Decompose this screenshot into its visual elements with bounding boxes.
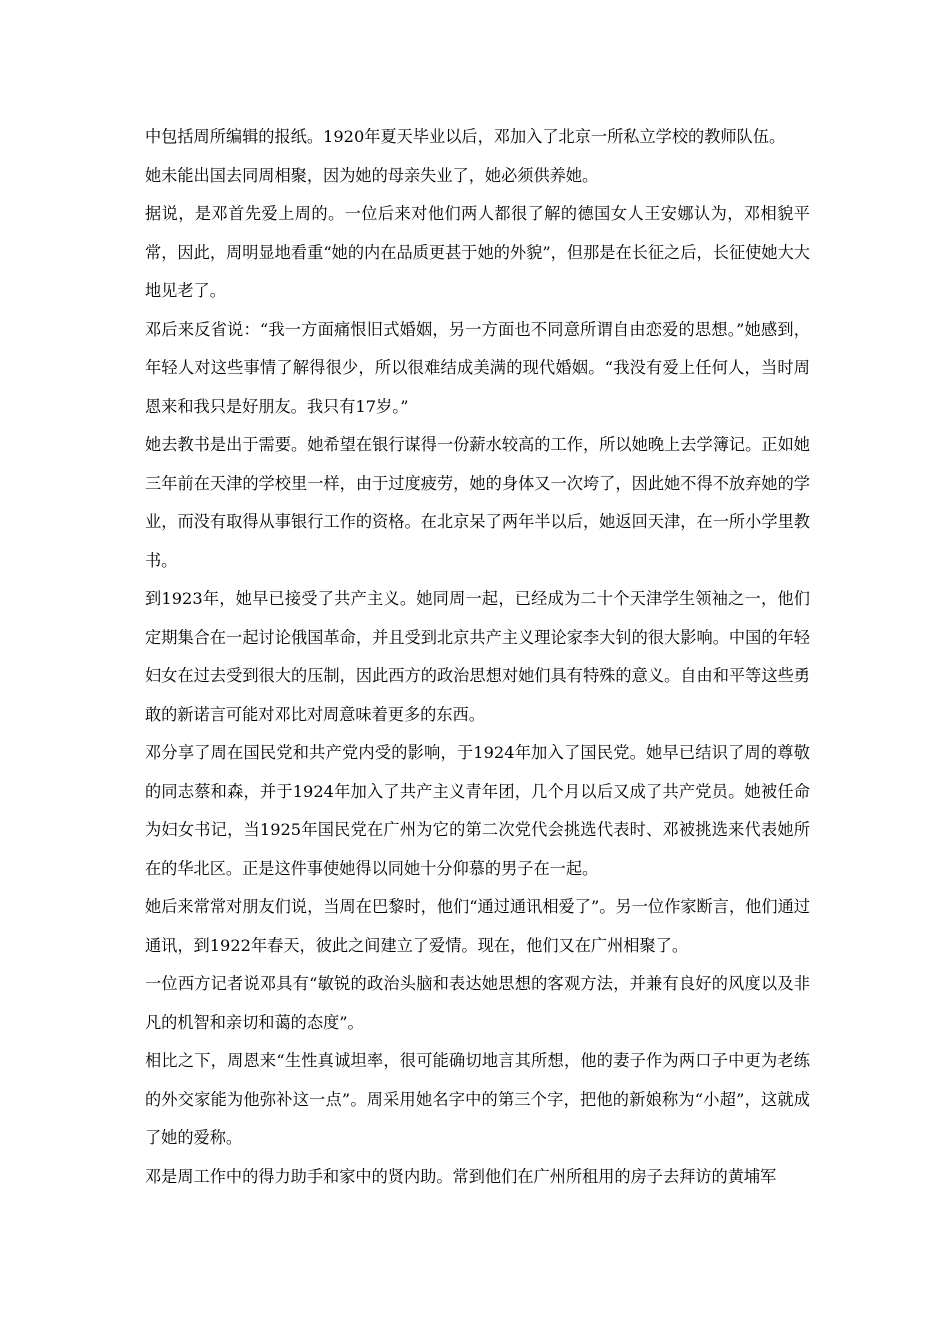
- paragraph: 据说，是邓首先爱上周的。一位后来对他们两人都很了解的德国女人王安娜认为，邓相貌平常，因此，周明显地看重“她的内在品质更甚于她的外貌”，但那是在长征之后，长征使她大大地见老了。: [145, 204, 810, 300]
- document-body: [145, 118, 810, 1196]
- paragraph: 她后来常常对朋友们说，当周在巴黎时，他们“通过通讯相爱了”。另一位作家断言，他们通过通讯，到1922年春天，彼此之间建立了爱情。现在，他们又在广州相聚了。: [145, 897, 810, 955]
- paragraph: 相比之下，周恩来“生性真诚坦率，很可能确切地言其所想，他的妻子作为两口子中更为老练的外交家能为他弥补这一点”。周采用她名字中的第三个字，把他的新娘称为“小超”，这就成了她的爱称。: [145, 1051, 810, 1147]
- paragraph: 她去教书是出于需要。她希望在银行谋得一份薪水较高的工作，所以她晚上去学簿记。正如她三年前在天津的学校里一样，由于过度疲劳，她的身体又一次垮了，因此她不得不放弃她的学业，而没有取得从事银行工作的资格。在北京呆了两年半以后，她返回天津，在一所小学里教书。: [145, 435, 810, 570]
- paragraph: 中包括周所编辑的报纸。1920年夏天毕业以后，邓加入了北京一所私立学校的教师队伍。: [145, 127, 786, 146]
- paragraph: 邓是周工作中的得力助手和家中的贤内助。常到他们在广州所租用的房子去拜访的黄埔军: [145, 1166, 777, 1186]
- paragraph: 邓后来反省说：“我一方面痛恨旧式婚姻，另一方面也不同意所谓自由恋爱的思想。”她感到，年轻人对这些事情了解得很少，所以很难结成美满的现代婚姻。“我没有爱上任何人，当时周恩来和我只是好朋友。我只有17岁。”: [145, 319, 810, 416]
- paragraph: 到1923年，她早已接受了共产主义。她同周一起，已经成为二十个天津学生领袖之一，他们定期集合在一起讨论俄国革命，并且受到北京共产主义理论家李大钊的很大影响。中国的年轻妇女在过去受到很大的压制，因此西方的政治思想对她们具有特殊的意义。自由和平等这些勇敢的新诺言可能对邓比对周意味着更多的东西。: [145, 589, 810, 724]
- paragraph: 她未能出国去同周相聚，因为她的母亲失业了，她必须供养她。: [145, 165, 599, 185]
- paragraph: 一位西方记者说邓具有“敏锐的政治头脑和表达她思想的客观方法，并兼有良好的风度以及非凡的机智和亲切和蔼的态度”。: [145, 974, 810, 1032]
- paragraph: 邓分享了周在国民党和共产党内受的影响，于1924年加入了国民党。她早已结识了周的尊敬的同志蔡和森，并于1924年加入了共产主义青年团，几个月以后又成了共产党员。她被任命为妇女书记，当1925年国民党在广州为它的第二次党代会挑选代表时、邓被挑选来代表她所在的华北区。正是这件事使她得以同她十分仰慕的男子在一起。: [145, 743, 810, 878]
